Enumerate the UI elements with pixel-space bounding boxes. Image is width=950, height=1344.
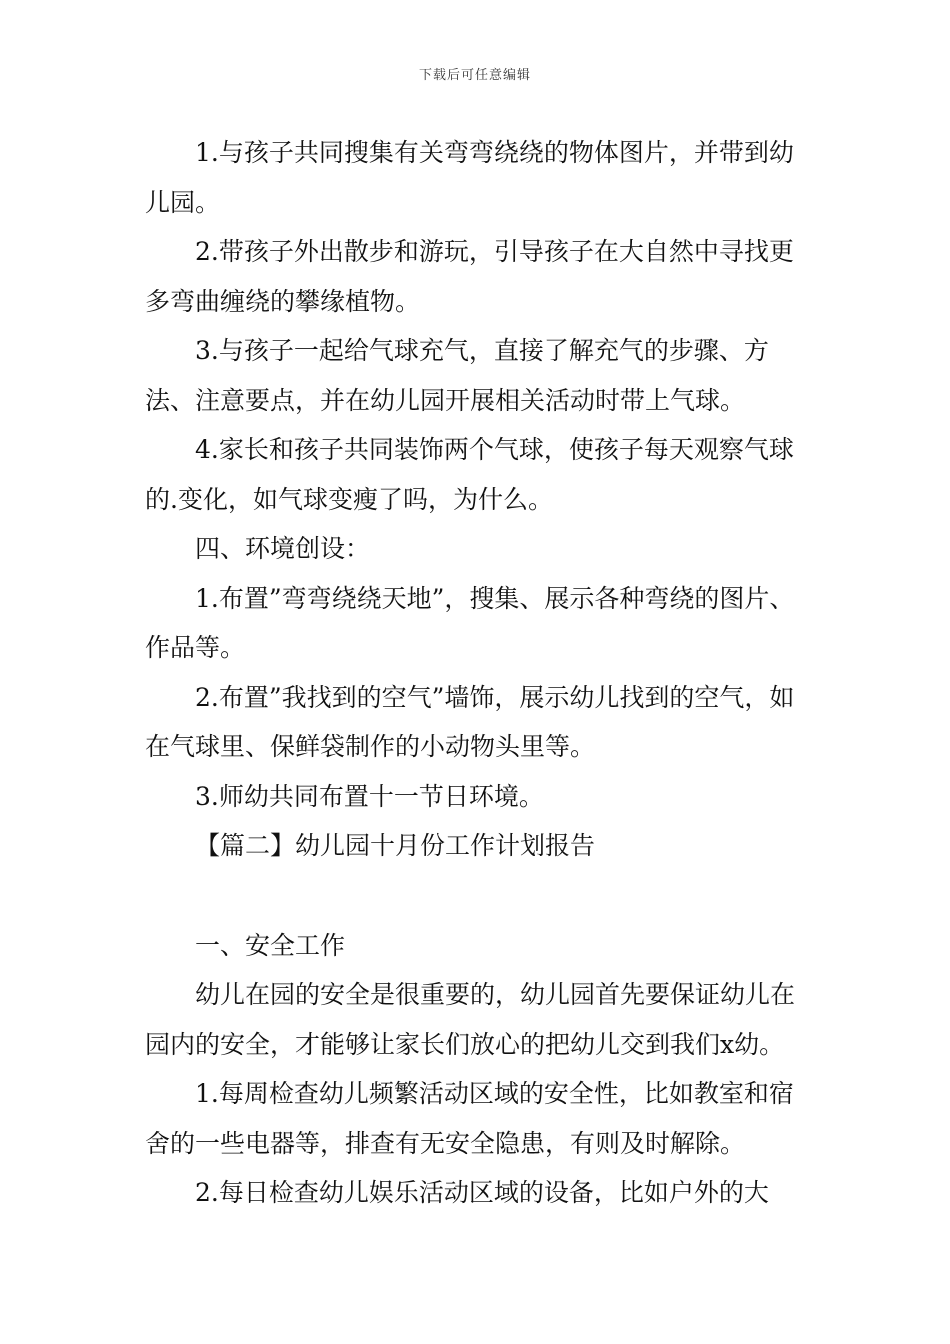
page-header: 下载后可任意编辑 xyxy=(418,68,531,83)
paragraph-env-1: 1.布置”弯弯绕绕天地”，搜集、展示各种弯绕的图片、作品等。 xyxy=(145,583,795,662)
spacer xyxy=(145,871,810,921)
paragraph-item-1: 1.与孩子共同搜集有关弯弯绕绕的物体图片，并带到幼儿园。 xyxy=(145,138,794,217)
paragraph-safety-1: 1.每周检查幼儿频繁活动区域的安全性，比如教室和宿舍的一些电器等，排查有无安全隐患，有则及时解除。 xyxy=(145,1079,794,1158)
paragraph-item-3: 3.与孩子一起给气球充气，直接了解充气的步骤、方法、注意要点，并在幼儿园开展相关活动时带上气球。 xyxy=(145,336,769,415)
paragraph-env-2: 2.布置”我找到的空气”墙饰，展示幼儿找到的空气，如在气球里、保鲜袋制作的小动物头里等。 xyxy=(145,682,795,761)
paragraph-item-4: 4.家长和孩子共同装饰两个气球，使孩子每天观察气球的.变化，如气球变瘦了吗，为什么。 xyxy=(145,435,794,514)
chapter-title: 【篇二】幼儿园十月份工作计划报告 xyxy=(195,831,596,860)
paragraph-item-2: 2.带孩子外出散步和游玩，引导孩子在大自然中寻找更多弯曲缠绕的攀缘植物。 xyxy=(145,237,794,316)
section-heading-environment: 四、环境创设： xyxy=(195,534,371,563)
document-body xyxy=(145,128,810,1218)
paragraph-safety-intro: 幼儿在园的安全是很重要的，幼儿园首先要保证幼儿在园内的安全，才能够让家长们放心的把幼儿交到我们x幼。 xyxy=(145,980,796,1059)
paragraph-safety-2: 2.每日检查幼儿娱乐活动区域的设备，比如户外的大 xyxy=(195,1178,769,1207)
section-heading-safety: 一、安全工作 xyxy=(195,930,346,960)
paragraph-env-3: 3.师幼共同布置十一节日环境。 xyxy=(195,781,544,811)
